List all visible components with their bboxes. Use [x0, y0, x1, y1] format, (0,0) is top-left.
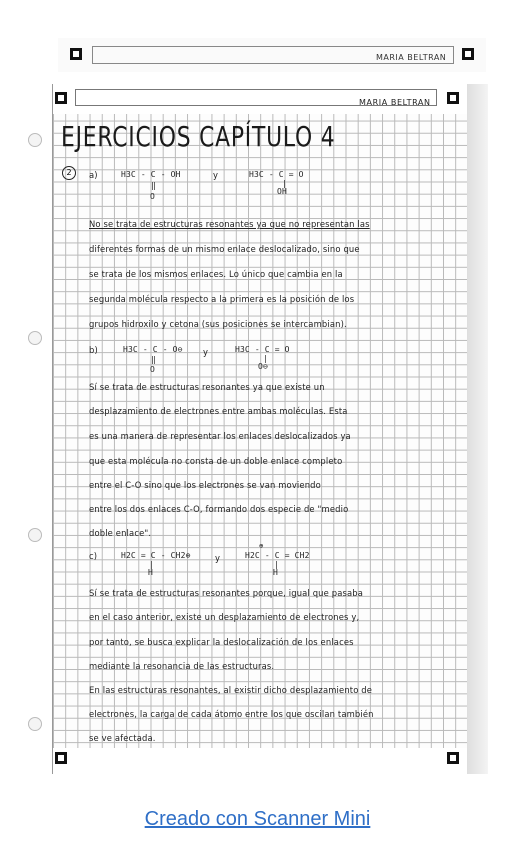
punch-hole — [28, 528, 42, 542]
answer-line: doble enlace". — [89, 528, 152, 538]
single-bond-mark: | — [149, 560, 154, 569]
part-a-molecule-1-sub: O — [150, 192, 155, 201]
part-b-molecule-2-sub: O⊖ — [258, 362, 268, 371]
part-c-molecule-1-sub: H — [148, 568, 153, 577]
answer-line: desplazamiento de electrones entre ambas moléculas. Esta — [89, 406, 348, 416]
answer-line: mediante la resonancia de las estructuras. — [89, 661, 275, 671]
double-bond-mark: ‖ — [151, 181, 156, 190]
answer-line: en el caso anterior, existe un desplazamiento de electrones y, — [89, 612, 360, 622]
answer-line: por tanto, se busca explicar la deslocalización de los enlaces — [89, 637, 354, 647]
student-name-ghost: MARIA BELTRAN — [376, 53, 447, 62]
answer-line: se trata de los mismos enlaces. Lo único que cambia en la — [89, 269, 343, 279]
answer-line: es una manera de representar los enlaces deslocalizados ya — [89, 431, 351, 441]
answer-line: entre el C-O sino que los electrones se van moviendo — [89, 480, 321, 490]
answer-line: Sí se trata de estructuras resonantes porque, igual que pasaba — [89, 588, 364, 598]
corner-marker-top-right — [447, 92, 459, 104]
answer-line: segunda molécula respecto a la primera es la posición de los — [89, 294, 355, 304]
student-name: MARIA BELTRAN — [359, 98, 431, 107]
corner-marker-top-right-ghost — [462, 48, 474, 60]
part-a-connector: y — [213, 170, 219, 180]
scanner-mini-link[interactable]: Creado con Scanner Mini — [144, 808, 371, 830]
punch-hole — [28, 331, 42, 345]
page-footer — [53, 748, 467, 774]
part-b-molecule-1: H3C - C - O⊖ — [123, 345, 183, 354]
answer-line: entre los dos enlaces C-O, formando dos especie de "medio — [89, 504, 349, 514]
corner-marker-top-left — [55, 92, 67, 104]
part-c-molecule-2-charge: ⊕ — [259, 542, 264, 550]
part-a-molecule-2: H3C - C = O — [249, 170, 304, 179]
part-c-molecule-2-sub: H — [273, 568, 278, 577]
part-b-molecule-2: H3C - C = O — [235, 345, 290, 354]
corner-marker-bottom-left — [55, 752, 67, 764]
answer-line: grupos hidroxilo y cetona (sus posiciones se intercambian). — [89, 319, 347, 329]
answer-line: Sí se trata de estructuras resonantes ya que existe un — [89, 382, 325, 392]
corner-marker-bottom-right — [447, 752, 459, 764]
single-bond-mark: | — [274, 560, 279, 569]
single-bond-mark: | — [263, 354, 268, 363]
part-c-connector: y — [215, 553, 221, 563]
part-b-molecule-1-sub: O — [150, 365, 155, 374]
punch-hole — [28, 133, 42, 147]
part-a-molecule-2-sub: OH — [277, 187, 287, 196]
page-title: EJERCICIOS CAPÍTULO 4 — [61, 120, 336, 153]
punch-hole — [28, 717, 42, 731]
part-b-connector: y — [203, 347, 209, 357]
answer-line: En las estructuras resonantes, al existir dicho desplazamiento de — [89, 685, 373, 695]
part-c-label: c) — [89, 551, 98, 561]
answer-line: se ve afectada. — [89, 733, 156, 743]
part-c-molecule-2: H2C - C = CH2 — [245, 551, 310, 560]
answer-line: electrones, la carga de cada átomo entre los que oscilan también — [89, 709, 374, 719]
part-a-molecule-1: H3C - C - OH — [121, 170, 181, 179]
single-bond-mark: | — [282, 179, 287, 188]
double-bond-mark: ‖ — [151, 355, 156, 364]
page-edge-shadow — [466, 84, 488, 774]
part-b-label: b) — [89, 345, 98, 355]
notebook-page — [52, 84, 467, 774]
corner-marker-top-left-ghost — [70, 48, 82, 60]
answer-line: No se trata de estructuras resonantes ya que no representan las — [89, 219, 370, 229]
exercise-number: 2 — [62, 166, 76, 180]
answer-line: que esta molécula no consta de un doble enlace completo — [89, 456, 343, 466]
part-c-molecule-1: H2C = C - CH2⊕ — [121, 551, 191, 560]
part-a-label: a) — [89, 170, 98, 180]
answer-line: diferentes formas de un mismo enlace deslocalizado, sino que — [89, 244, 360, 254]
